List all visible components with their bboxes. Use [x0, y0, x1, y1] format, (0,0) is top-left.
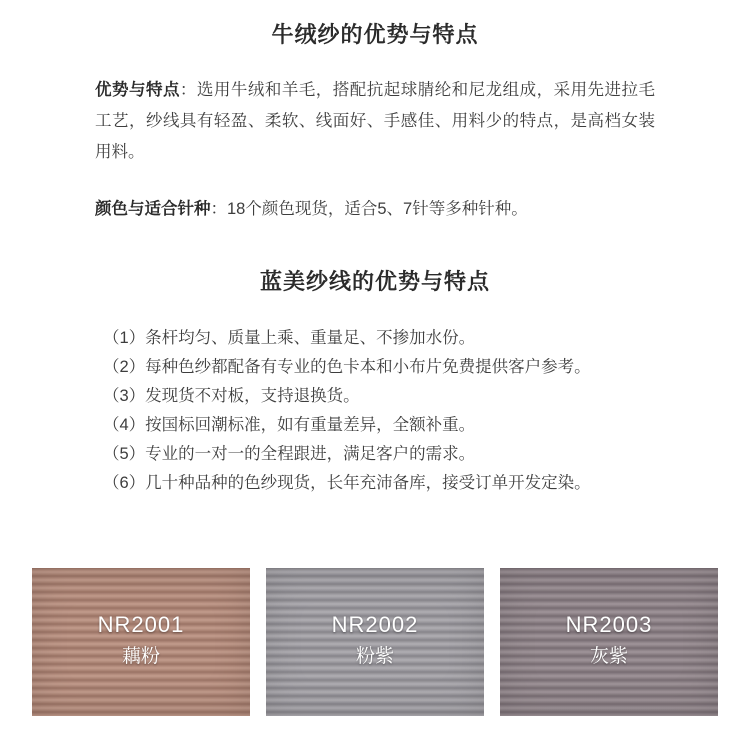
swatch-name: 藕粉 [121, 646, 160, 667]
swatch-caption [500, 610, 718, 672]
feature-list [103, 324, 750, 498]
page-title: 牛绒纱的优势与特点 [271, 22, 479, 47]
color-swatch[interactable] [500, 568, 718, 716]
swatch-caption [32, 610, 250, 672]
color-swatch[interactable] [266, 568, 484, 716]
section-title-advantages: 蓝美纱线的优势与特点 [259, 269, 490, 294]
swatch-name: 粉紫 [355, 646, 394, 667]
list-item: （5）专业的一对一的全程跟进，满足客户的需求。 [103, 445, 476, 463]
list-item: （4）按国标回潮标准，如有重量差异，全额补重。 [103, 416, 476, 434]
paragraph-1-text: ：选用牛绒和羊毛，搭配抗起球腈纶和尼龙组成，采用先进拉毛工艺，纱线具有轻盈、柔软、线面好、手感佳、用料少的特点，是高档女装用料。 [95, 81, 655, 161]
list-item: （2）每种色纱都配备有专业的色卡本和小布片免费提供客户参考。 [103, 358, 591, 376]
description-paragraph-1 [95, 75, 655, 168]
swatch-caption [266, 610, 484, 672]
color-swatch[interactable] [32, 568, 250, 716]
paragraph-2-text: ：18个颜色现货，适合5、7针等多种针种。 [210, 200, 528, 218]
color-swatch-row [0, 568, 750, 716]
paragraph-2-lead: 颜色与适合针种 [95, 200, 211, 218]
list-item: （3）发现货不对板，支持退换货。 [103, 387, 360, 405]
swatch-code: NR2002 [331, 612, 419, 637]
swatch-name: 灰紫 [589, 646, 628, 667]
description-paragraph-2 [95, 194, 655, 225]
swatch-code: NR2001 [97, 612, 185, 637]
swatch-code: NR2003 [565, 612, 653, 637]
paragraph-1-lead: 优势与特点 [95, 81, 180, 99]
product-description-page [0, 18, 750, 734]
list-item: （1）条杆均匀、质量上乘、重量足、不掺加水份。 [103, 329, 476, 347]
list-item: （6）几十种品种的色纱现货，长年充沛备库，接受订单开发定染。 [103, 474, 591, 492]
